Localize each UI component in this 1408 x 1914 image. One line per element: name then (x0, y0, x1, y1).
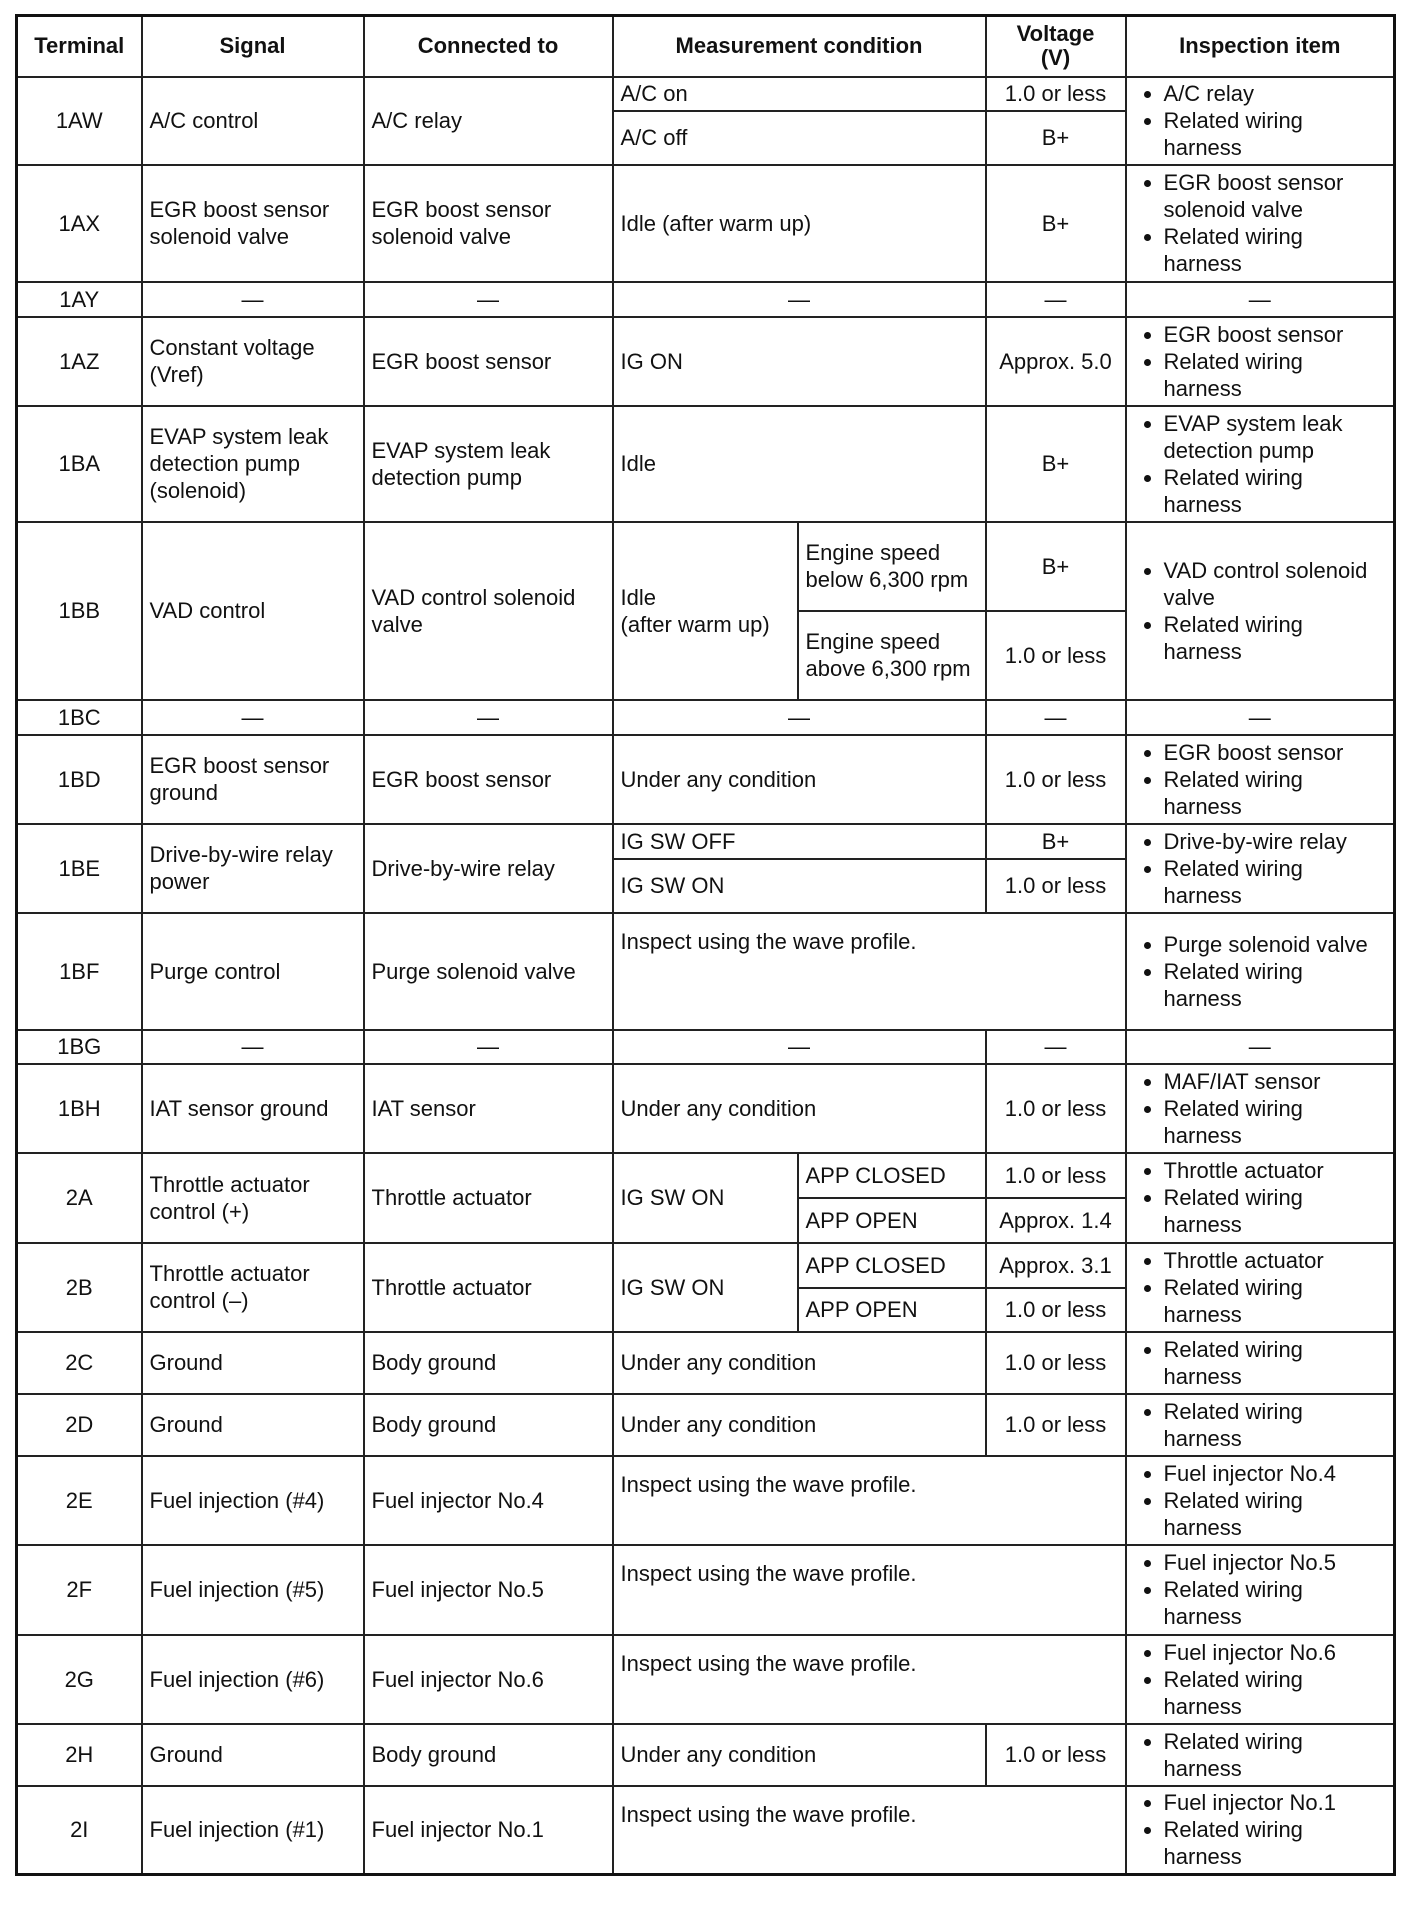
signal-cell: Ground (142, 1394, 364, 1456)
condition-cell: Inspect using the wave profile. (613, 1786, 1126, 1875)
condition-cell: — (613, 282, 986, 317)
inspection-item: • EGR boost sensor (1164, 321, 1387, 348)
signal-cell: EVAP system leak detection pump (solenoid) (142, 406, 364, 522)
connected-to-cell: Throttle actuator (364, 1243, 613, 1332)
connected-to-cell: Throttle actuator (364, 1153, 613, 1243)
condition-cell: IG SW ON (613, 859, 986, 913)
terminal-cell: 2D (17, 1394, 142, 1456)
signal-cell: — (142, 282, 364, 317)
inspection-items (1126, 317, 1395, 406)
inspection-item: • Related wiring harness (1164, 464, 1387, 518)
header-measurement-condition: Measurement condition (613, 16, 986, 77)
connected-to-cell: Purge solenoid valve (364, 913, 613, 1030)
voltage-cell: 1.0 or less (986, 859, 1126, 913)
table-row-1ba (17, 406, 1395, 522)
connected-to-cell: EGR boost sensor solenoid valve (364, 165, 613, 282)
inspection-items (1126, 913, 1395, 1030)
condition-cell: IG ON (613, 317, 986, 406)
voltage-cell: B+ (986, 165, 1126, 282)
table-row-1bb (17, 522, 1395, 611)
inspection-item: • EGR boost sensor solenoid valve (1164, 169, 1387, 223)
connected-to-cell: — (364, 282, 613, 317)
connected-to-cell: Fuel injector No.4 (364, 1456, 613, 1545)
sub-condition-cell: APP OPEN (798, 1288, 986, 1332)
inspection-item: • Related wiring harness (1164, 1398, 1387, 1452)
table-row-1bg (17, 1030, 1395, 1064)
table-row-1ax (17, 165, 1395, 282)
terminal-cell: 2G (17, 1635, 142, 1724)
signal-cell: Throttle actuator control (+) (142, 1153, 364, 1243)
voltage-cell: B+ (986, 522, 1126, 611)
inspection-item-list (1134, 828, 1387, 909)
connected-to-cell: Drive-by-wire relay (364, 824, 613, 913)
connected-to-cell: EGR boost sensor (364, 317, 613, 406)
inspection-item: • Related wiring harness (1164, 1274, 1387, 1328)
inspection-items: — (1126, 700, 1395, 735)
inspection-item: • EVAP system leak detection pump (1164, 410, 1387, 464)
inspection-item: • Fuel injector No.5 (1164, 1549, 1387, 1576)
inspection-item-list (1134, 169, 1387, 277)
voltage-cell: 1.0 or less (986, 1724, 1126, 1786)
voltage-cell: 1.0 or less (986, 1394, 1126, 1456)
table-row-2e (17, 1456, 1395, 1545)
inspection-item: • Fuel injector No.6 (1164, 1639, 1387, 1666)
signal-cell: — (142, 700, 364, 735)
inspection-item: • A/C relay (1164, 80, 1387, 107)
connected-to-cell: Body ground (364, 1332, 613, 1394)
signal-cell: EGR boost sensor ground (142, 735, 364, 824)
terminal-inspection-table (15, 14, 1396, 1876)
voltage-cell: 1.0 or less (986, 735, 1126, 824)
connected-to-cell: — (364, 1030, 613, 1064)
connected-to-cell: Fuel injector No.1 (364, 1786, 613, 1875)
inspection-item: • Related wiring harness (1164, 1666, 1387, 1720)
inspection-item-list (1134, 1789, 1387, 1870)
header-row (17, 16, 1395, 77)
signal-cell: Purge control (142, 913, 364, 1030)
table-row-2a (17, 1153, 1395, 1198)
inspection-item-list (1134, 1460, 1387, 1541)
voltage-cell: Approx. 5.0 (986, 317, 1126, 406)
inspection-item: • Throttle actuator (1164, 1157, 1387, 1184)
inspection-item: • Related wiring harness (1164, 1816, 1387, 1870)
terminal-cell: 1BC (17, 700, 142, 735)
terminal-cell: 2F (17, 1545, 142, 1635)
signal-cell: IAT sensor ground (142, 1064, 364, 1153)
header-voltage: Voltage (V) (986, 16, 1126, 77)
connected-to-cell: — (364, 700, 613, 735)
voltage-cell: — (986, 700, 1126, 735)
signal-cell: Fuel injection (#4) (142, 1456, 364, 1545)
inspection-item: • Related wiring harness (1164, 1336, 1387, 1390)
inspection-items (1126, 1394, 1395, 1456)
table-row-2c (17, 1332, 1395, 1394)
voltage-cell: 1.0 or less (986, 1064, 1126, 1153)
voltage-cell: 1.0 or less (986, 1153, 1126, 1198)
connected-to-cell: Fuel injector No.5 (364, 1545, 613, 1635)
signal-cell: Fuel injection (#5) (142, 1545, 364, 1635)
condition-cell: Under any condition (613, 1332, 986, 1394)
inspection-item-list (1134, 1336, 1387, 1390)
inspection-item: • Fuel injector No.4 (1164, 1460, 1387, 1487)
inspection-item-list (1134, 557, 1387, 665)
sub-condition-cell: APP CLOSED (798, 1243, 986, 1288)
voltage-cell: Approx. 3.1 (986, 1243, 1126, 1288)
inspection-item-list (1134, 1157, 1387, 1238)
inspection-item: • Related wiring harness (1164, 611, 1387, 665)
inspection-items (1126, 1724, 1395, 1786)
inspection-item: • Related wiring harness (1164, 223, 1387, 277)
terminal-cell: 1AW (17, 77, 142, 165)
table-row-1aw (17, 77, 1395, 111)
inspection-items (1126, 77, 1395, 165)
inspection-item: • Related wiring harness (1164, 1728, 1387, 1782)
condition-cell: A/C off (613, 111, 986, 165)
terminal-cell: 2H (17, 1724, 142, 1786)
condition-cell: IG SW ON (613, 1243, 798, 1332)
voltage-cell: B+ (986, 824, 1126, 859)
header-inspection-item: Inspection item (1126, 16, 1395, 77)
voltage-cell: Approx. 1.4 (986, 1198, 1126, 1243)
condition-cell: IG SW OFF (613, 824, 986, 859)
sub-condition-cell: Engine speed below 6,300 rpm (798, 522, 986, 611)
connected-to-cell: A/C relay (364, 77, 613, 165)
header-terminal: Terminal (17, 16, 142, 77)
condition-cell: — (613, 700, 986, 735)
condition-cell: Inspect using the wave profile. (613, 1545, 1126, 1635)
terminal-cell: 1BD (17, 735, 142, 824)
header-connected-to: Connected to (364, 16, 613, 77)
connected-to-cell: EVAP system leak detection pump (364, 406, 613, 522)
inspection-items (1126, 1786, 1395, 1875)
inspection-item-list (1134, 931, 1387, 1012)
terminal-cell: 2E (17, 1456, 142, 1545)
terminal-cell: 2A (17, 1153, 142, 1243)
inspection-item: • Related wiring harness (1164, 958, 1387, 1012)
signal-cell: VAD control (142, 522, 364, 700)
condition-cell: Inspect using the wave profile. (613, 1456, 1126, 1545)
inspection-item: • Related wiring harness (1164, 107, 1387, 161)
inspection-items (1126, 406, 1395, 522)
terminal-cell: 1BA (17, 406, 142, 522)
inspection-item: • VAD control solenoid valve (1164, 557, 1387, 611)
inspection-item-list (1134, 1398, 1387, 1452)
connected-to-cell: Fuel injector No.6 (364, 1635, 613, 1724)
sub-condition-cell: Engine speed above 6,300 rpm (798, 611, 986, 700)
terminal-cell: 1BG (17, 1030, 142, 1064)
inspection-items (1126, 1153, 1395, 1243)
table-row-2f (17, 1545, 1395, 1635)
connected-to-cell: Body ground (364, 1724, 613, 1786)
voltage-cell: B+ (986, 111, 1126, 165)
condition-cell: Under any condition (613, 1394, 986, 1456)
inspection-item-list (1134, 80, 1387, 161)
condition-cell: Idle (after warm up) (613, 165, 986, 282)
connected-to-cell: VAD control solenoid valve (364, 522, 613, 700)
table-row-2h (17, 1724, 1395, 1786)
terminal-cell: 2C (17, 1332, 142, 1394)
signal-cell: Constant voltage (Vref) (142, 317, 364, 406)
terminal-cell: 1BB (17, 522, 142, 700)
inspection-items (1126, 735, 1395, 824)
signal-cell: Fuel injection (#6) (142, 1635, 364, 1724)
table-row-2g (17, 1635, 1395, 1724)
inspection-item-list (1134, 1247, 1387, 1328)
signal-cell: Ground (142, 1724, 364, 1786)
inspection-item: • MAF/IAT sensor (1164, 1068, 1387, 1095)
voltage-cell: — (986, 1030, 1126, 1064)
table-row-2b (17, 1243, 1395, 1288)
inspection-items (1126, 1332, 1395, 1394)
inspection-items (1126, 1243, 1395, 1332)
inspection-item-list (1134, 1068, 1387, 1149)
condition-cell: Under any condition (613, 1064, 986, 1153)
condition-cell: Inspect using the wave profile. (613, 913, 1126, 1030)
table-row-1bd (17, 735, 1395, 824)
inspection-items (1126, 1456, 1395, 1545)
condition-cell: Inspect using the wave profile. (613, 1635, 1126, 1724)
condition-cell: Under any condition (613, 1724, 986, 1786)
condition-cell: Under any condition (613, 735, 986, 824)
inspection-item: • Related wiring harness (1164, 348, 1387, 402)
signal-cell: Ground (142, 1332, 364, 1394)
inspection-item-list (1134, 1639, 1387, 1720)
inspection-item-list (1134, 739, 1387, 820)
table-row-1bf (17, 913, 1395, 1030)
table-row-1be (17, 824, 1395, 859)
inspection-items: — (1126, 282, 1395, 317)
sub-condition-cell: APP OPEN (798, 1198, 986, 1243)
inspection-items (1126, 522, 1395, 700)
inspection-item: • Purge solenoid valve (1164, 931, 1387, 958)
condition-cell: Idle (613, 406, 986, 522)
inspection-items: — (1126, 1030, 1395, 1064)
terminal-cell: 1AZ (17, 317, 142, 406)
table-row-1bc (17, 700, 1395, 735)
table-row-1ay (17, 282, 1395, 317)
inspection-item: • Fuel injector No.1 (1164, 1789, 1387, 1816)
signal-cell: Drive-by-wire relay power (142, 824, 364, 913)
terminal-cell: 1BF (17, 913, 142, 1030)
terminal-cell: 2B (17, 1243, 142, 1332)
table-row-1bh (17, 1064, 1395, 1153)
signal-cell: A/C control (142, 77, 364, 165)
inspection-item: • Drive-by-wire relay (1164, 828, 1387, 855)
inspection-items (1126, 824, 1395, 913)
table-row-2i (17, 1786, 1395, 1875)
inspection-items (1126, 1545, 1395, 1635)
voltage-cell: — (986, 282, 1126, 317)
signal-cell: Throttle actuator control (–) (142, 1243, 364, 1332)
inspection-item: • Related wiring harness (1164, 1095, 1387, 1149)
terminal-cell: 2I (17, 1786, 142, 1875)
inspection-items (1126, 1064, 1395, 1153)
voltage-cell: B+ (986, 406, 1126, 522)
voltage-cell: 1.0 or less (986, 611, 1126, 700)
inspection-item: • Related wiring harness (1164, 855, 1387, 909)
terminal-cell: 1BE (17, 824, 142, 913)
connected-to-cell: EGR boost sensor (364, 735, 613, 824)
voltage-cell: 1.0 or less (986, 1332, 1126, 1394)
inspection-items (1126, 1635, 1395, 1724)
inspection-item-list (1134, 1728, 1387, 1782)
condition-cell: IG SW ON (613, 1153, 798, 1243)
inspection-items (1126, 165, 1395, 282)
header-signal: Signal (142, 16, 364, 77)
inspection-item: • EGR boost sensor (1164, 739, 1387, 766)
inspection-item: • Throttle actuator (1164, 1247, 1387, 1274)
inspection-item: • Related wiring harness (1164, 1576, 1387, 1630)
connected-to-cell: Body ground (364, 1394, 613, 1456)
condition-cell: A/C on (613, 77, 986, 111)
signal-cell: — (142, 1030, 364, 1064)
inspection-item-list (1134, 410, 1387, 518)
inspection-item-list (1134, 1549, 1387, 1630)
inspection-item: • Related wiring harness (1164, 1184, 1387, 1238)
voltage-cell: 1.0 or less (986, 77, 1126, 111)
inspection-item: • Related wiring harness (1164, 1487, 1387, 1541)
table-row-2d (17, 1394, 1395, 1456)
voltage-cell: 1.0 or less (986, 1288, 1126, 1332)
terminal-cell: 1BH (17, 1064, 142, 1153)
terminal-cell: 1AY (17, 282, 142, 317)
inspection-item-list (1134, 321, 1387, 402)
connected-to-cell: IAT sensor (364, 1064, 613, 1153)
condition-cell: — (613, 1030, 986, 1064)
terminal-cell: 1AX (17, 165, 142, 282)
sub-condition-cell: APP CLOSED (798, 1153, 986, 1198)
signal-cell: Fuel injection (#1) (142, 1786, 364, 1875)
condition-cell: Idle (after warm up) (613, 522, 798, 700)
inspection-item: • Related wiring harness (1164, 766, 1387, 820)
signal-cell: EGR boost sensor solenoid valve (142, 165, 364, 282)
table-row-1az (17, 317, 1395, 406)
